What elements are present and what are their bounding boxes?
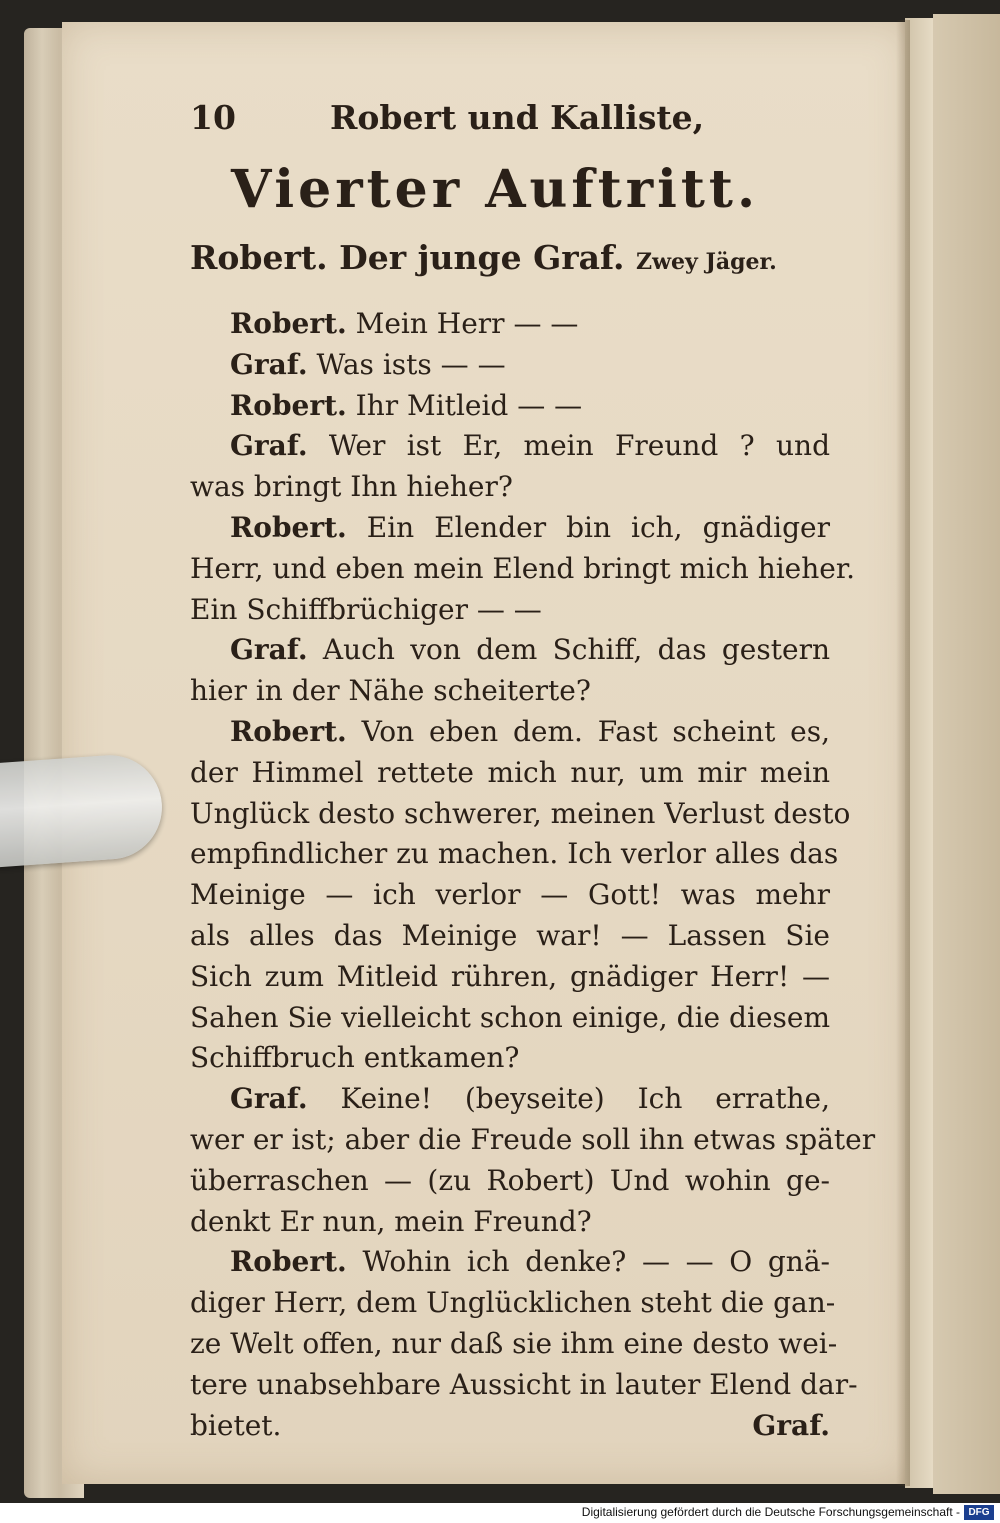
- line-text: hier in der Nähe scheiterte?: [190, 674, 591, 708]
- line-text: Schiffbruch entkamen?: [190, 1041, 520, 1075]
- text-line: [190, 753, 830, 794]
- final-line: [190, 1406, 830, 1447]
- line-text: Herr, und eben mein Elend bringt mich hieher.: [190, 551, 856, 585]
- text-line: [190, 875, 830, 916]
- line-text: Sich zum Mitleid rühren, gnädiger Herr! —: [190, 959, 830, 993]
- line-text: Ihr Mitleid — —: [346, 388, 583, 422]
- character-list: [190, 226, 830, 290]
- page-text: [190, 90, 876, 1446]
- line-text: Was ists — —: [307, 347, 506, 381]
- line-text: der Himmel rettete mich nur, um mir mein: [190, 755, 830, 789]
- text-line: [190, 630, 830, 671]
- text-line: [190, 1079, 830, 1120]
- text-line: [190, 1324, 838, 1365]
- speaker-name: Graf.: [230, 429, 308, 463]
- line-text: Ein Schiffbrüchiger — —: [190, 592, 542, 626]
- characters-main: Robert. Der junge Graf.: [190, 238, 625, 277]
- running-head: [190, 90, 830, 150]
- text-line: [190, 1120, 876, 1161]
- line-text: was bringt Ihn hieher?: [190, 470, 513, 504]
- text-line: [190, 1242, 830, 1283]
- line-text: diger Herr, dem Unglücklichen steht die gan-: [190, 1286, 836, 1320]
- line-text: Ein Elender bin ich, gnädiger: [346, 510, 830, 544]
- page-number: 10: [190, 98, 236, 137]
- text-line: [190, 998, 830, 1039]
- line-text: empfindlicher zu machen. Ich verlor alles das: [190, 837, 839, 871]
- funding-credit: Digitalisierung gefördert durch die Deutsche Forschungsgemeinschaft -: [581, 1505, 960, 1519]
- text-line: [190, 508, 830, 549]
- final-line-text: bietet.: [190, 1408, 282, 1442]
- line-text: wer er ist; aber die Freude soll ihn etwas später: [190, 1122, 876, 1156]
- text-line: [190, 1038, 830, 1079]
- line-text: Unglück desto schwerer, meinen Verlust desto: [190, 796, 851, 830]
- facing-page: [933, 14, 1000, 1494]
- text-line: [190, 386, 830, 427]
- running-title: Robert und Kalliste,: [330, 98, 705, 137]
- text-line: [190, 467, 830, 508]
- text-line: [190, 834, 839, 875]
- text-line: [190, 916, 830, 957]
- text-line: [190, 590, 830, 631]
- speaker-name: Robert.: [230, 307, 347, 340]
- speaker-name: Graf.: [230, 1082, 308, 1116]
- dialogue: [190, 304, 876, 1406]
- text-line: [190, 426, 830, 467]
- text-line: [190, 957, 830, 998]
- speaker-name: Robert.: [230, 1245, 347, 1279]
- speaker-name: Graf.: [230, 633, 308, 667]
- line-text: als alles das Meinige war! — Lassen Sie: [190, 918, 830, 952]
- text-line: [190, 345, 830, 386]
- text-line: [190, 1283, 836, 1324]
- text-line: [190, 304, 830, 345]
- characters-small: Zwey Jäger.: [636, 249, 777, 275]
- footer-bar: [0, 1503, 1000, 1523]
- text-line: [190, 549, 856, 590]
- speaker-name: Graf.: [230, 347, 308, 381]
- line-text: Wohin ich denke? — — O gnä-: [346, 1245, 830, 1279]
- dfg-logo: DFG: [964, 1505, 994, 1520]
- line-text: Keine! (beyseite) Ich errathe,: [307, 1082, 830, 1116]
- text-line: [190, 1161, 830, 1202]
- catchword: Graf.: [752, 1408, 830, 1442]
- line-text: Wer ist Er, mein Freund ? und: [307, 429, 830, 463]
- speaker-name: Robert.: [230, 510, 347, 544]
- scene-title: Vierter Auftritt.: [230, 159, 760, 220]
- line-text: Von eben dem. Fast scheint es,: [346, 714, 830, 748]
- line-text: Meinige — ich verlor — Gott! was mehr: [190, 878, 830, 912]
- line-text: denkt Er nun, mein Freund?: [190, 1204, 592, 1238]
- speaker-name: Robert.: [230, 388, 347, 422]
- text-line: [190, 1365, 858, 1406]
- spine-shadow: [896, 20, 910, 1486]
- text-line: [190, 1202, 830, 1243]
- text-line: [190, 671, 830, 712]
- line-text: tere unabsehbare Aussicht in lauter Elend dar-: [190, 1367, 858, 1401]
- text-line: [190, 712, 830, 753]
- line-text: Auch von dem Schiff, das gestern: [307, 633, 830, 667]
- line-text: Sahen Sie vielleicht schon einige, die diesem: [190, 1000, 830, 1034]
- line-text: überraschen — (zu Robert) Und wohin ge-: [190, 1163, 830, 1197]
- text-line: [190, 794, 851, 835]
- line-text: ze Welt offen, nur daß sie ihm eine desto wei-: [190, 1326, 838, 1360]
- line-text: Mein Herr — —: [346, 307, 579, 340]
- speaker-name: Robert.: [230, 714, 347, 748]
